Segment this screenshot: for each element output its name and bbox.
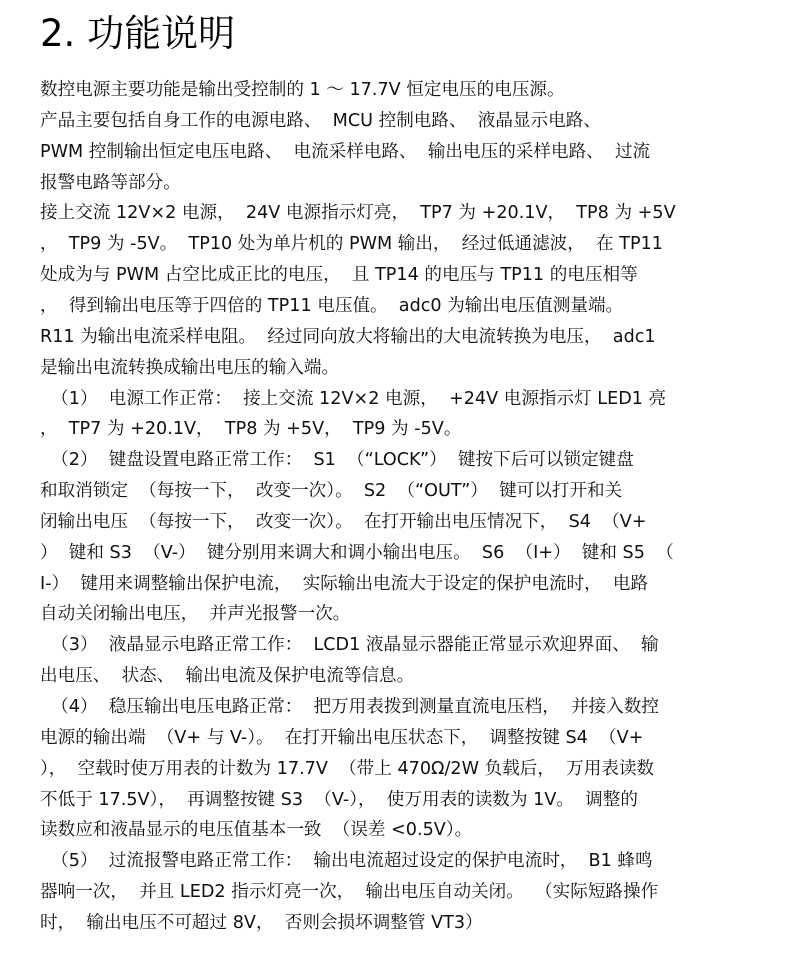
text-line: 时， 输出电压不可超过 8V， 否则会损坏调整管 VT3） [40,912,483,933]
text-line: （2） 键盘设置电路正常工作： S1 （“LOCK”） 键按下后可以锁定键盘 [40,450,634,471]
text-line: 接上交流 12V×2 电源， 24V 电源指示灯亮， TP7 为 +20.1V， TP8 为 +5V [40,203,676,224]
text-line: PWM 控制输出恒定电压电路、 电流采样电路、 输出电压的采样电路、 过流 [40,141,651,162]
text-line: 不低于 17.5V）， 再调整按键 S3 （V-）， 使万用表的读数为 1V。 调整的 [40,789,638,810]
text-line: I-） 键用来调整输出保护电流， 实际输出电流大于设定的保护电流时， 电路 [40,573,649,594]
text-line: 产品主要包括自身工作的电源电路、 MCU 控制电路、 液晶显示电路、 [40,110,601,131]
text-line: （1） 电源工作正常： 接上交流 12V×2 电源， +24V 电源指示灯 LED1 亮 [40,388,667,409]
text-line: 报警电路等部分。 [40,172,181,193]
text-line: 处成为与 PWM 占空比成正比的电压， 且 TP14 的电压与 TP11 的电压相等 [40,265,638,286]
text-line: （5） 过流报警电路正常工作： 输出电流超过设定的保护电流时， B1 蜂鸣 [40,851,653,872]
text-line: 闭输出电压 （每按一下， 改变一次）。 在打开输出电压情况下， S4 （V+ [40,511,647,532]
text-line: 和取消锁定 （每按一下， 改变一次）。 S2 （“OUT”） 键可以打开和关 [40,481,623,502]
text-line: （3） 液晶显示电路正常工作： LCD1 液晶显示器能正常显示欢迎界面、 输 [40,635,659,656]
text-line: ） 键和 S3 （V-） 键分别用来调大和调小输出电压。 S6 （I+） 键和 S5 （ [40,542,674,563]
text-line: ， TP9 为 -5V。 TP10 处为单片机的 PWM 输出， 经过低通滤波， 在 TP11 [40,234,663,255]
text-line: 是输出电流转换成输出电压的输入端。 [40,357,340,378]
text-line: ， 得到输出电压等于四倍的 TP11 电压值。 adc0 为输出电压值测量端。 [40,295,624,316]
section-title: 2. 功能说明 [40,12,236,55]
text-line: 电源的输出端 （V+ 与 V-）。 在打开输出电压状态下， 调整按键 S4 （V+ [40,727,644,748]
text-line: 自动关闭输出电压， 并声光报警一次。 [40,604,351,625]
text-line: 器响一次， 并且 LED2 指示灯亮一次， 输出电压自动关闭。 （实际短路操作 [40,882,659,903]
text-line: 数控电源主要功能是输出受控制的 1 ～ 17.7V 恒定电压的电压源。 [40,80,565,100]
text-line: ， TP7 为 +20.1V， TP8 为 +5V， TP9 为 -5V。 [40,419,462,440]
text-line: 出电压、 状态、 输出电流及保护电流等信息。 [40,666,415,687]
text-line: （4） 稳压输出电压电路正常： 把万用表拨到测量直流电压档， 并接入数控 [40,697,659,717]
text-line: 读数应和液晶显示的电压值基本一致 （误差 <0.5V）。 [40,820,473,841]
text-line: ）， 空载时使万用表的计数为 17.7V （带上 470Ω/2W 负载后， 万用表读数 [40,758,655,779]
text-line: R11 为输出电流采样电阻。 经过同向放大将输出的大电流转换为电压， adc1 [40,326,656,347]
